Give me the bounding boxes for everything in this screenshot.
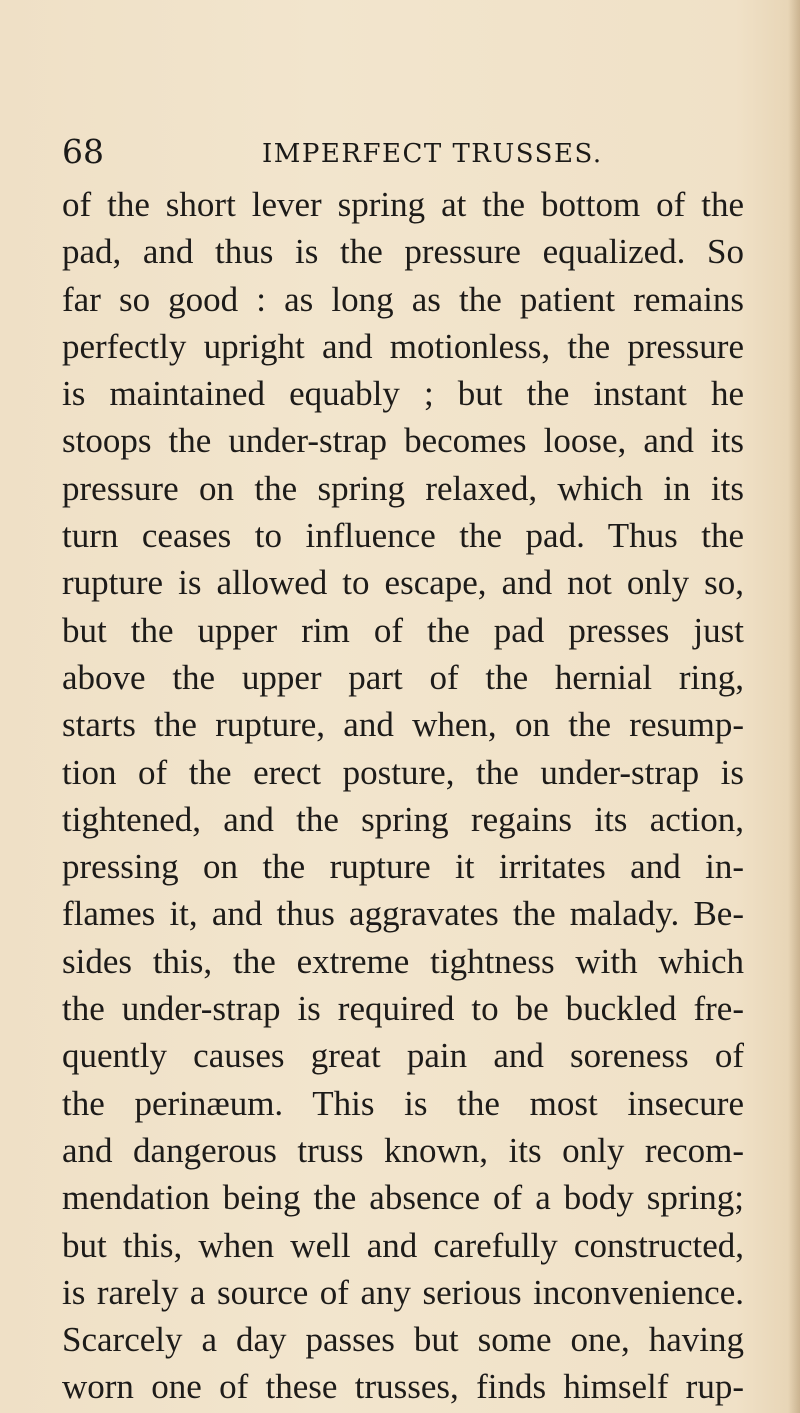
text-line: is rarely a source of any serious inconvenience. (62, 1272, 744, 1312)
text-line: the under-strap is required to be buckled fre- (62, 989, 744, 1029)
text-line: sides this, the extreme tightness with which (62, 941, 744, 981)
text-line: tightened, and the spring regains its action, (62, 799, 744, 839)
running-title: IMPERFECT TRUSSES. (262, 139, 603, 169)
text-line: tion of the erect posture, the under-strap is (62, 752, 744, 792)
text-line: far so good : as long as the patient remains (62, 279, 744, 319)
text-line: starts the rupture, and when, on the resump- (62, 705, 744, 745)
text-line: flames it, and thus aggravates the malady. Be- (62, 894, 744, 934)
text-line: turn ceases to influence the pad. Thus the (62, 516, 744, 556)
text-line: stoops the under-strap becomes loose, and its (62, 421, 744, 461)
text-line: but this, when well and carefully constructed, (62, 1225, 744, 1265)
body-text (62, 181, 744, 1411)
page-edge-shadow (788, 0, 800, 1413)
text-line: rupture is allowed to escape, and not only so, (62, 563, 744, 603)
text-line: is maintained equably ; but the instant he (62, 374, 744, 414)
text-line: pad, and thus is the pressure equalized. So (62, 232, 744, 272)
text-line: pressure on the spring relaxed, which in its (62, 468, 744, 508)
text-line: quently causes great pain and soreness of (62, 1036, 744, 1076)
text-line: the perinæum. This is the most insecure (62, 1083, 744, 1123)
page-header (62, 132, 742, 172)
text-line: Scarcely a day passes but some one, having (62, 1320, 744, 1360)
text-line: pressing on the rupture it irritates and in- (62, 847, 744, 887)
text-line: mendation being the absence of a body spring; (62, 1178, 744, 1218)
page-number: 68 (62, 132, 104, 171)
text-line: above the upper part of the hernial ring, (62, 657, 744, 697)
text-line: of the short lever spring at the bottom of the (62, 185, 744, 224)
text-line: and dangerous truss known, its only recom- (62, 1130, 744, 1170)
text-line: worn one of these trusses, finds himself rup- (62, 1367, 744, 1407)
text-line: perfectly upright and motionless, the pressure (62, 326, 744, 366)
text-line: but the upper rim of the pad presses just (62, 610, 744, 650)
